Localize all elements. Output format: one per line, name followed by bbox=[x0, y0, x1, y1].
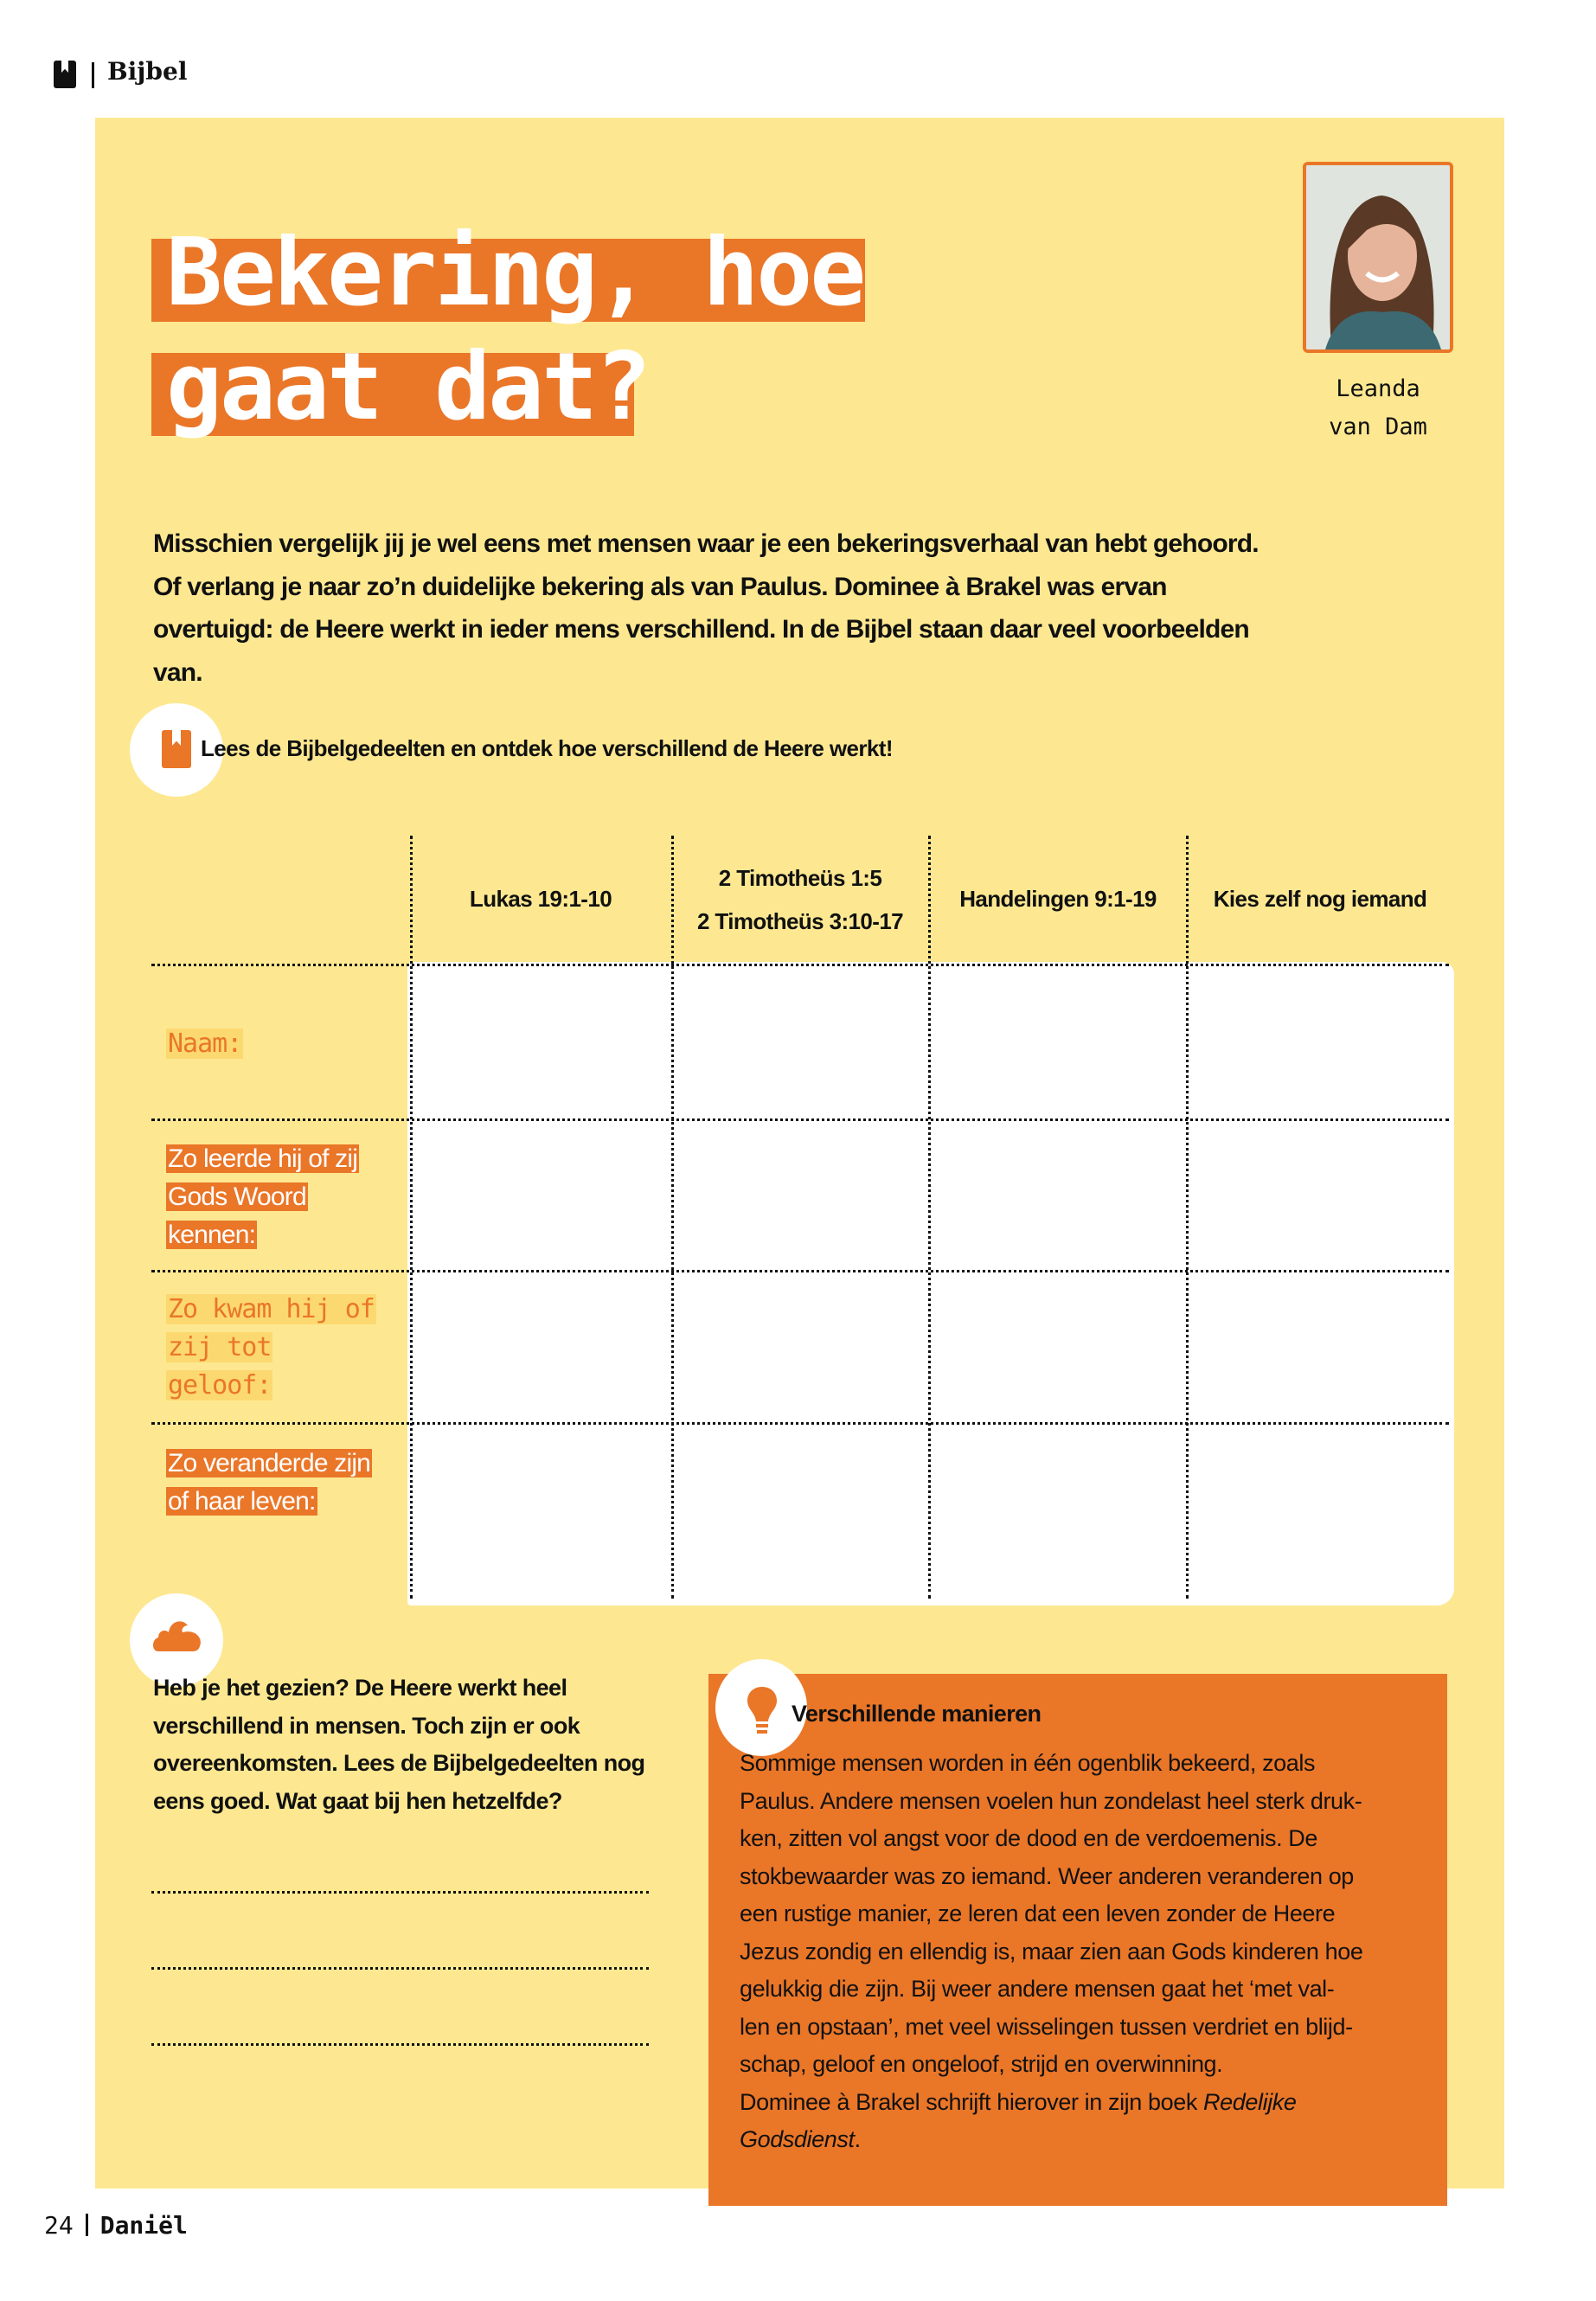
bible-icon bbox=[162, 730, 191, 768]
column-header: 2 Timotheüs 3:10-17 bbox=[696, 908, 904, 934]
page-title-line2: gaat dat? bbox=[166, 333, 650, 441]
info-box-body: Sommige mensen worden in één ogenblik bekeerd, zoals Paulus. Andere mensen voelen hun zondelast heel sterk druk- ken, zitten vol angst voor de dood en de verdoemenis. De stokbewaarder was zo iemand. Weer anderen veranderen op een rustige manier, ze leren dat een leven zonder de Heere Jezus zondig en ellendig is, maar zien aan Gods kinderen hoe gelukkig die zijn. Bij weer andere mensen gaat het ‘met val- len en opstaan’, met veel wisselingen tussen verdriet en blijd- schap, geloof en ongeloof, strijd en overwinning. Dominee à Brakel schrijft hierover in zijn boek Redelijke Godsdienst. bbox=[740, 1750, 1363, 2152]
row-divider bbox=[151, 964, 1449, 966]
column-divider bbox=[928, 836, 931, 1599]
info-box-title: Verschillende manieren bbox=[792, 1701, 1042, 1727]
book-title: Redelijke Godsdienst bbox=[740, 2088, 1297, 2152]
page-number: 24 bbox=[44, 2211, 74, 2240]
row-label-name: Naam: bbox=[168, 1029, 242, 1059]
lightbulb-icon bbox=[747, 1687, 777, 1735]
answer-line[interactable] bbox=[151, 1967, 649, 1970]
answer-line[interactable] bbox=[151, 1891, 649, 1894]
reflection-question: Heb je het gezien? De Heere werkt heel verschillend in mensen. Toch zijn er ook overeenkomsten. Lees de Bijbelgedeelten nog eens goed. Wat gaat bij hen hetzelfde? bbox=[153, 1675, 645, 1814]
answer-grid bbox=[407, 962, 1454, 1606]
column-header: Handelingen 9:1-19 bbox=[959, 886, 1157, 912]
row-divider bbox=[151, 1270, 1449, 1272]
column-divider bbox=[1186, 836, 1189, 1599]
bible-icon bbox=[54, 61, 76, 88]
page-footer bbox=[44, 2211, 188, 2240]
author-name: van Dam bbox=[1329, 413, 1427, 440]
column-header: Kies zelf nog iemand bbox=[1213, 886, 1427, 912]
column-divider bbox=[410, 836, 413, 1599]
column-header: Lukas 19:1-10 bbox=[469, 886, 612, 912]
magazine-title: Daniël bbox=[99, 2211, 188, 2240]
author-name: Leanda bbox=[1336, 375, 1420, 402]
row-divider bbox=[151, 1422, 1449, 1425]
intro-paragraph: Misschien vergelijk jij je wel eens met mensen waar je een bekeringsverhaal van hebt gehoord. Of verlang je naar zo’n duidelijke bekering als van Paulus. Dominee à Brakel was ervan overtuigd: de Heere werkt in ieder mens verschillend. In de Bijbel staan daar veel voorbeelden van. bbox=[153, 529, 1259, 687]
instruction: Lees de Bijbelgedeelten en ontdek hoe verschillend de Heere werkt! bbox=[201, 735, 893, 761]
row-label-word: Zo leerde hij of zij Gods Woord kennen: bbox=[168, 1144, 358, 1249]
author-photo bbox=[1303, 162, 1453, 353]
column-divider bbox=[671, 836, 674, 1599]
row-label-faith: Zo kwam hij of zij tot geloof: bbox=[168, 1294, 375, 1400]
divider bbox=[92, 62, 94, 88]
page-title-line1: Bekering, hoe bbox=[166, 219, 864, 327]
cloud-icon bbox=[151, 1613, 203, 1651]
column-header: 2 Timotheüs 1:5 bbox=[718, 865, 882, 891]
answer-line[interactable] bbox=[151, 2043, 649, 2046]
row-label-life: Zo veranderde zijn of haar leven: bbox=[168, 1449, 371, 1516]
row-divider bbox=[151, 1118, 1449, 1121]
section-label: Bijbel bbox=[107, 57, 188, 86]
divider bbox=[86, 2214, 88, 2236]
